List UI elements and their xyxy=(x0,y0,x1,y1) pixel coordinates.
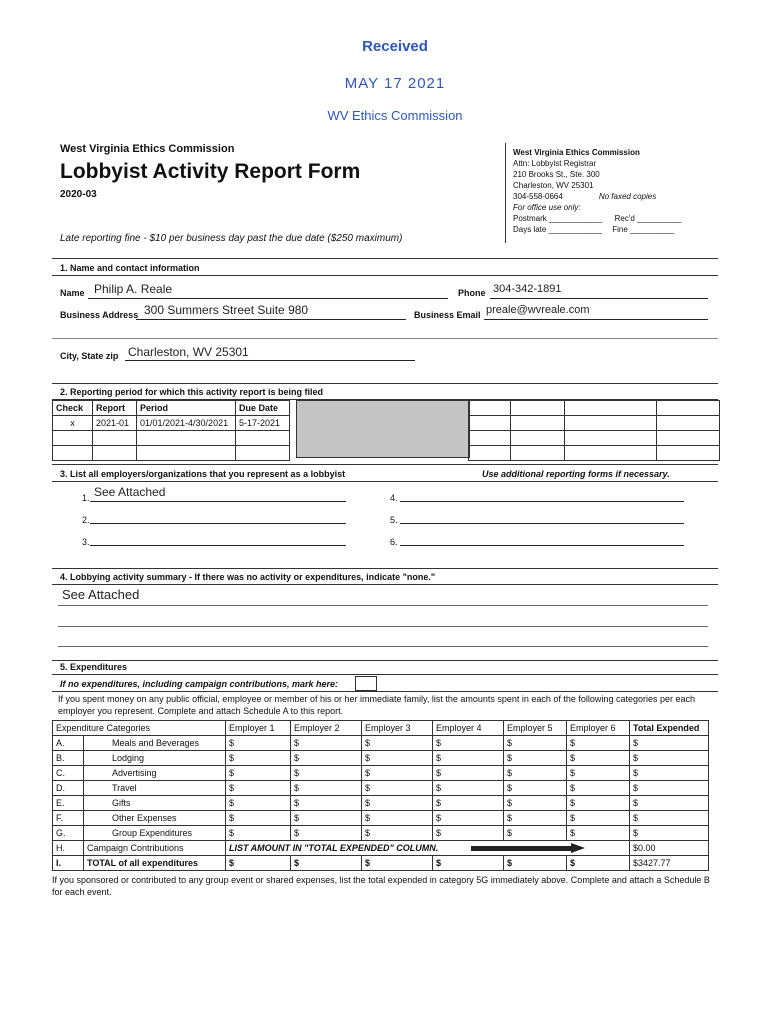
total-amount-cell[interactable]: $ xyxy=(630,751,709,766)
name-value: Philip A. Reale xyxy=(94,282,173,296)
amount-cell[interactable]: $ xyxy=(567,781,630,796)
total-employer-5[interactable]: $ xyxy=(504,856,567,871)
header-employer-4: Employer 4 xyxy=(433,721,504,736)
check-cell-empty[interactable] xyxy=(53,446,93,461)
period-right-cell xyxy=(511,446,565,461)
amount-cell[interactable]: $ xyxy=(504,796,567,811)
amount-cell[interactable]: $ xyxy=(226,796,291,811)
campaign-total[interactable]: $0.00 xyxy=(630,841,709,856)
amount-cell[interactable]: $ xyxy=(433,826,504,841)
late-fine-note: Late reporting fine - $10 per business day past the due date ($250 maximum) xyxy=(60,233,403,244)
check-cell[interactable]: x xyxy=(53,416,93,431)
period-right-cell xyxy=(657,416,720,431)
period-right-cell xyxy=(511,431,565,446)
employer-field-4[interactable] xyxy=(400,488,684,502)
check-cell-empty[interactable] xyxy=(53,431,93,446)
phone-label: Phone xyxy=(458,288,486,298)
report-cell-empty[interactable] xyxy=(93,431,137,446)
header-employer-5: Employer 5 xyxy=(504,721,567,736)
section1-heading: 1. Name and contact information xyxy=(60,263,200,273)
expenditure-footer: If you sponsored or contributed to any group event or shared expenses, list the total expended in category 5G immediately above. Complete and attach a Schedule B for each event. xyxy=(52,875,710,897)
row-letter: A. xyxy=(53,736,84,751)
total-employer-4[interactable]: $ xyxy=(433,856,504,871)
amount-cell[interactable]: $ xyxy=(291,796,362,811)
row-category: Gifts xyxy=(84,796,226,811)
section5-sub-rule xyxy=(52,691,718,692)
section3-note: Use additional reporting forms if necessary. xyxy=(482,469,670,479)
grand-total[interactable]: $3427.77 xyxy=(630,856,709,871)
amount-cell[interactable]: $ xyxy=(362,781,433,796)
employer-field-3[interactable] xyxy=(90,532,346,546)
col-due: Due Date xyxy=(236,401,290,416)
no-expenditures-checkbox[interactable] xyxy=(355,676,377,691)
section2-top-rule xyxy=(52,383,718,384)
mailing-line1: West Virginia Ethics Commission xyxy=(513,148,640,157)
period-cell-empty[interactable] xyxy=(137,446,236,461)
report-cell[interactable]: 2021-01 xyxy=(93,416,137,431)
expenditure-row xyxy=(53,826,709,841)
total-employer-6[interactable]: $ xyxy=(567,856,630,871)
amount-cell[interactable]: $ xyxy=(291,736,362,751)
arrow-right-icon xyxy=(471,843,586,853)
section4-header-rule xyxy=(52,584,718,585)
header-employer-2: Employer 2 xyxy=(291,721,362,736)
expenditure-row xyxy=(53,751,709,766)
employer-num-6: 6. xyxy=(390,537,398,547)
amount-cell[interactable]: $ xyxy=(433,736,504,751)
period-right-cell xyxy=(657,446,720,461)
row-category: TOTAL of all expenditures xyxy=(84,856,226,871)
employer-value-1: See Attached xyxy=(94,485,166,499)
row-category: Campaign Contributions xyxy=(84,841,226,856)
office-use-label: For office use only: xyxy=(513,203,581,212)
form-code: 2020-03 xyxy=(60,189,97,200)
amount-cell[interactable]: $ xyxy=(433,811,504,826)
mailing-address: West Virginia Ethics Commission Attn: Lobbyist Registrar 210 Brooks St., Ste. 300 Charleston, WV 25301 304-558-0664 No faxed copies For office use only: Postmark ____________ Rec'd __________ Days late ____________ Fine __________ xyxy=(513,148,682,234)
amount-cell[interactable]: $ xyxy=(504,736,567,751)
section5-header-rule xyxy=(52,674,718,675)
row-letter: F. xyxy=(53,811,84,826)
redacted-block xyxy=(296,400,470,458)
section1-top-rule xyxy=(52,258,718,259)
amount-cell[interactable]: $ xyxy=(567,766,630,781)
amount-cell[interactable]: $ xyxy=(291,811,362,826)
period-cell-empty[interactable] xyxy=(137,431,236,446)
header-employer-3: Employer 3 xyxy=(362,721,433,736)
city-label: City, State zip xyxy=(60,351,119,361)
employer-num-5: 5. xyxy=(390,515,398,525)
row-category: Travel xyxy=(84,781,226,796)
activity-summary-value: See Attached xyxy=(62,587,140,602)
period-right-cell xyxy=(565,416,657,431)
stamp-received: Received xyxy=(362,38,428,55)
amount-cell[interactable]: $ xyxy=(567,736,630,751)
amount-cell[interactable]: $ xyxy=(433,796,504,811)
row-category: Meals and Beverages xyxy=(84,736,226,751)
email-value: preale@wvreale.com xyxy=(486,304,590,316)
row-category: Other Expenses xyxy=(84,811,226,826)
mailing-line3: 210 Brooks St., Ste. 300 xyxy=(513,170,600,179)
period-right-cell xyxy=(511,401,565,416)
section1-divider xyxy=(52,328,718,339)
amount-cell[interactable]: $ xyxy=(567,796,630,811)
employer-num-1: 1. xyxy=(82,493,90,503)
employer-num-4: 4. xyxy=(390,493,398,503)
received-stamp xyxy=(300,38,490,123)
address-value: 300 Summers Street Suite 980 xyxy=(144,303,309,317)
expenditure-instructions: If you spent money on any public official, employee or member of his or her immediate family, list the amounts spent in each of the following categories per each employer you represent. Complete and attach Schedule A to this report. xyxy=(58,694,695,716)
postmark-label: Postmark xyxy=(513,214,547,223)
row-letter: G. xyxy=(53,826,84,841)
period-cell[interactable]: 01/01/2021-4/30/2021 xyxy=(137,416,236,431)
email-label: Business Email xyxy=(414,310,481,320)
summary-line-3[interactable] xyxy=(58,636,708,647)
employer-field-6[interactable] xyxy=(400,532,684,546)
period-right-cell xyxy=(469,416,511,431)
no-expenditures-label: If no expenditures, including campaign contributions, mark here: xyxy=(60,679,339,689)
days-late-label: Days late xyxy=(513,225,547,234)
name-label: Name xyxy=(60,288,85,298)
total-amount-cell[interactable]: $ xyxy=(630,766,709,781)
row-letter: H. xyxy=(53,841,84,856)
amount-cell[interactable]: $ xyxy=(226,766,291,781)
amount-cell[interactable]: $ xyxy=(504,811,567,826)
amount-cell[interactable]: $ xyxy=(226,751,291,766)
row-letter: E. xyxy=(53,796,84,811)
amount-cell[interactable]: $ xyxy=(226,781,291,796)
due-cell-empty[interactable] xyxy=(236,431,290,446)
amount-cell[interactable]: $ xyxy=(291,781,362,796)
total-employer-2[interactable]: $ xyxy=(291,856,362,871)
amount-cell[interactable]: $ xyxy=(362,811,433,826)
org-name: West Virginia Ethics Commission xyxy=(60,143,235,155)
amount-cell[interactable]: $ xyxy=(504,826,567,841)
col-report: Report xyxy=(93,401,137,416)
section2-heading: 2. Reporting period for which this activity report is being filed xyxy=(60,387,324,397)
due-cell[interactable]: 5-17-2021 xyxy=(236,416,290,431)
employer-field-5[interactable] xyxy=(400,510,684,524)
total-amount-cell[interactable]: $ xyxy=(630,796,709,811)
col-check: Check xyxy=(53,401,93,416)
expenditure-row xyxy=(53,736,709,751)
section4-top-rule xyxy=(52,568,718,569)
period-right-cell xyxy=(511,416,565,431)
amount-cell[interactable]: $ xyxy=(362,826,433,841)
report-cell-empty[interactable] xyxy=(93,446,137,461)
fine-label: Fine xyxy=(612,225,628,234)
expenditure-row xyxy=(53,781,709,796)
recd-label: Rec'd xyxy=(614,214,635,223)
amount-cell[interactable]: $ xyxy=(362,766,433,781)
section1-header-rule xyxy=(52,275,718,276)
page-title: Lobbyist Activity Report Form xyxy=(60,160,361,183)
due-cell-empty[interactable] xyxy=(236,446,290,461)
period-table xyxy=(52,400,290,461)
amount-cell[interactable]: $ xyxy=(362,736,433,751)
summary-line-2[interactable] xyxy=(58,616,708,627)
expenditures-table xyxy=(52,720,709,871)
amount-cell[interactable]: $ xyxy=(567,811,630,826)
amount-cell[interactable]: $ xyxy=(567,826,630,841)
total-amount-cell[interactable]: $ xyxy=(630,781,709,796)
total-amount-cell[interactable]: $ xyxy=(630,736,709,751)
amount-cell[interactable]: $ xyxy=(362,796,433,811)
row-category: Lodging xyxy=(84,751,226,766)
col-period: Period xyxy=(137,401,236,416)
mailing-line4: Charleston, WV 25301 xyxy=(513,181,594,190)
no-fax-note: No faxed copies xyxy=(598,192,657,201)
summary-line-1[interactable] xyxy=(58,595,708,606)
section4-heading: 4. Lobbying activity summary - If there was no activity or expenditures, indicate "none." xyxy=(60,572,436,582)
period-right-cell xyxy=(469,401,511,416)
mailing-phone: 304-558-0664 xyxy=(513,192,563,201)
period-right-cell xyxy=(469,446,511,461)
period-right-cell xyxy=(565,401,657,416)
amount-cell[interactable]: $ xyxy=(504,766,567,781)
amount-cell[interactable]: $ xyxy=(433,751,504,766)
row-letter: D. xyxy=(53,781,84,796)
period-right-cell xyxy=(469,431,511,446)
total-employer-1[interactable]: $ xyxy=(226,856,291,871)
amount-cell[interactable]: $ xyxy=(567,751,630,766)
row-letter: C. xyxy=(53,766,84,781)
amount-cell[interactable]: $ xyxy=(291,826,362,841)
section3-heading: 3. List all employers/organizations that you represent as a lobbyist xyxy=(60,469,346,479)
amount-cell[interactable]: $ xyxy=(291,751,362,766)
amount-cell[interactable]: $ xyxy=(226,736,291,751)
expenditure-row xyxy=(53,811,709,826)
section5-top-rule xyxy=(52,660,718,661)
amount-cell[interactable]: $ xyxy=(226,826,291,841)
employer-num-3: 3. xyxy=(82,537,90,547)
amount-cell[interactable]: $ xyxy=(433,781,504,796)
row-category: Group Expenditures xyxy=(84,826,226,841)
total-amount-cell[interactable]: $ xyxy=(630,826,709,841)
amount-cell[interactable]: $ xyxy=(504,751,567,766)
campaign-note-text: LIST AMOUNT IN "TOTAL EXPENDED" COLUMN. xyxy=(229,842,439,853)
amount-cell[interactable]: $ xyxy=(362,751,433,766)
period-table-right xyxy=(468,400,720,461)
header-employer-6: Employer 6 xyxy=(567,721,630,736)
period-right-cell xyxy=(565,446,657,461)
period-right-cell xyxy=(657,431,720,446)
section3-header-rule xyxy=(52,481,718,482)
header-total: Total Expended xyxy=(630,721,709,736)
row-category: Advertising xyxy=(84,766,226,781)
expenditure-row xyxy=(53,796,709,811)
amount-cell[interactable]: $ xyxy=(226,811,291,826)
expenditure-row xyxy=(53,766,709,781)
mailing-line2: Attn: Lobbyist Registrar xyxy=(513,159,597,168)
campaign-note xyxy=(226,841,630,856)
total-amount-cell[interactable]: $ xyxy=(630,811,709,826)
amount-cell[interactable]: $ xyxy=(291,766,362,781)
stamp-agency: WV Ethics Commission xyxy=(327,108,463,123)
stamp-date: MAY 17 2021 xyxy=(344,75,446,92)
amount-cell[interactable]: $ xyxy=(433,766,504,781)
header-employer-1: Employer 1 xyxy=(226,721,291,736)
employer-num-2: 2. xyxy=(82,515,90,525)
row-letter: B. xyxy=(53,751,84,766)
period-right-cell xyxy=(657,401,720,416)
city-value: Charleston, WV 25301 xyxy=(128,345,249,359)
employer-field-2[interactable] xyxy=(90,510,346,524)
row-letter: I. xyxy=(53,856,84,871)
amount-cell[interactable]: $ xyxy=(504,781,567,796)
total-employer-3[interactable]: $ xyxy=(362,856,433,871)
header-categories: Expenditure Categories xyxy=(53,721,226,736)
address-label: Business Address xyxy=(60,310,139,320)
section5-heading: 5. Expenditures xyxy=(60,662,128,672)
section3-top-rule xyxy=(52,464,718,465)
period-right-cell xyxy=(565,431,657,446)
phone-value: 304-342-1891 xyxy=(493,283,562,295)
